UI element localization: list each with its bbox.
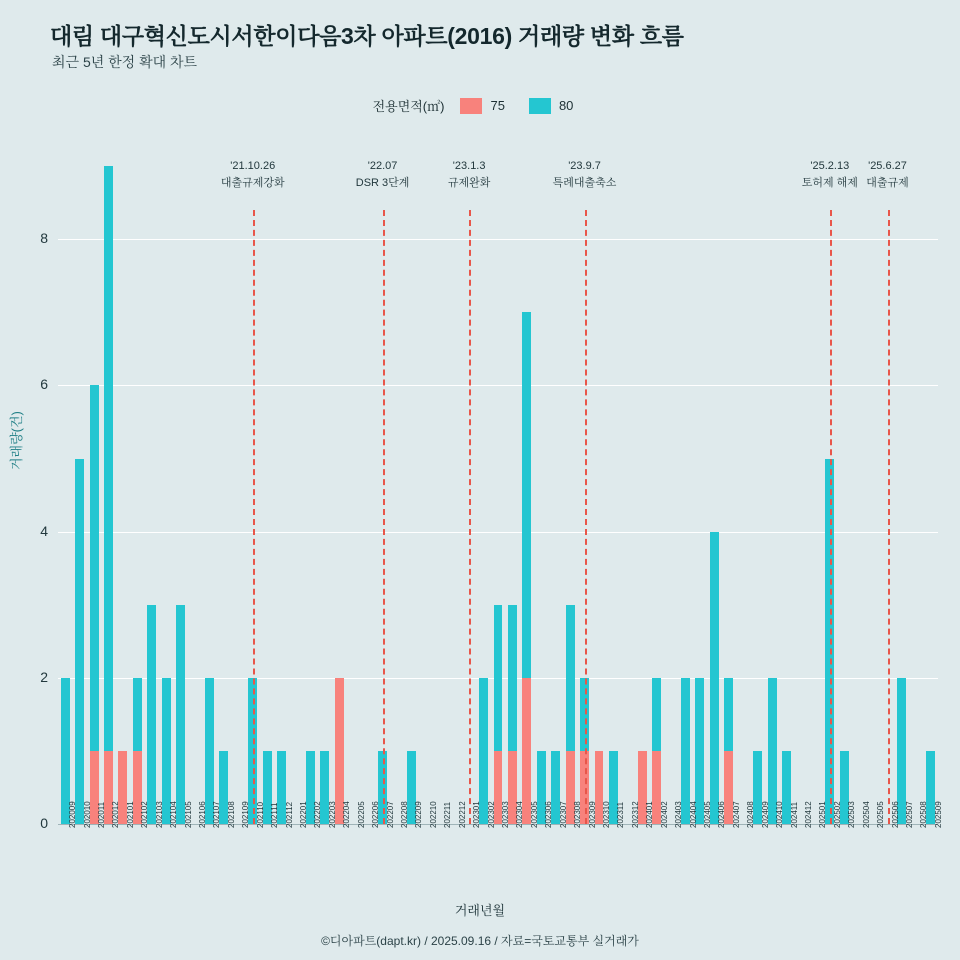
- x-tick-label: 202103: [154, 801, 164, 828]
- x-tick-label: 202503: [847, 801, 857, 828]
- page-subtitle: 최근 5년 한정 확대 차트: [52, 54, 198, 70]
- x-tick-label: 202210: [428, 801, 438, 828]
- x-tick-label: 202309: [587, 801, 597, 828]
- bar-202105-80[interactable]: [176, 605, 185, 824]
- x-tick-label: 202107: [212, 801, 222, 828]
- x-tick-label: 202506: [890, 801, 900, 828]
- event-date: '23.1.3: [452, 160, 486, 172]
- x-tick-label: 202211: [443, 801, 453, 828]
- x-tick-label: 202302: [486, 801, 496, 828]
- event-date: '25.2.13: [810, 160, 850, 172]
- x-tick-label: 202009: [68, 801, 78, 828]
- event-name: DSR 3단계: [355, 177, 410, 189]
- x-tick-label: 202011: [97, 801, 107, 828]
- event-label-202301: [409, 158, 529, 192]
- x-tick-label: 202501: [818, 801, 828, 828]
- x-tick-label: 202411: [789, 801, 799, 828]
- bar-202303-80[interactable]: [494, 605, 503, 751]
- event-line-202110: [253, 210, 255, 824]
- bar-202103-80[interactable]: [147, 605, 156, 824]
- x-tick-label: 202203: [327, 801, 337, 828]
- x-tick-label: 202304: [515, 801, 525, 828]
- bar-202010-80[interactable]: [75, 459, 84, 824]
- event-date: '25.6.27: [868, 160, 907, 172]
- x-tick-label: 202306: [544, 801, 554, 828]
- event-date: '23.9.7: [568, 160, 601, 172]
- x-tick-label: 202201: [299, 801, 309, 828]
- event-name: 대출규제: [866, 177, 909, 189]
- x-tick-label: 202208: [400, 801, 410, 828]
- event-line-202309: [585, 210, 587, 824]
- event-line-202207: [383, 210, 385, 824]
- x-tick-label: 202104: [169, 801, 179, 828]
- chart-legend: [0, 96, 960, 115]
- x-tick-label: 202502: [832, 801, 842, 828]
- x-tick-label: 202202: [313, 801, 323, 828]
- x-tick-label: 202108: [226, 801, 236, 828]
- y-tick-label: 6: [40, 376, 48, 393]
- y-tick-label: 4: [40, 522, 48, 539]
- event-name: 토허제 해제: [801, 177, 858, 189]
- legend-title: 전용면적(㎡): [372, 99, 445, 114]
- page-title: 대림 대구혁신도시서한이다음3차 아파트(2016) 거래량 변화 흐름: [50, 23, 684, 49]
- x-tick-label: 202206: [371, 801, 381, 828]
- bar-202102-80[interactable]: [133, 678, 142, 751]
- x-tick-label: 202504: [861, 801, 871, 828]
- event-name: 특례대출축소: [552, 177, 617, 189]
- x-tick-label: 202012: [111, 801, 121, 828]
- bar-202304-80[interactable]: [508, 605, 517, 751]
- event-name: 규제완화: [447, 177, 491, 189]
- x-tick-label: 202310: [601, 801, 611, 828]
- x-tick-label: 202311: [616, 801, 626, 828]
- bar-202012-80[interactable]: [104, 166, 113, 751]
- x-tick-label: 202106: [198, 801, 208, 828]
- x-tick-label: 202406: [717, 801, 727, 828]
- x-tick-label: 202312: [630, 801, 640, 828]
- gridline: [58, 385, 938, 386]
- event-name: 대출규제강화: [220, 177, 285, 189]
- bar-202011-80[interactable]: [90, 385, 99, 750]
- event-date: '22.07: [367, 160, 398, 172]
- x-tick-label: 202405: [702, 801, 712, 828]
- x-tick-label: 202102: [140, 801, 150, 828]
- gridline: [58, 532, 938, 533]
- gridline: [58, 239, 938, 240]
- event-line-202506: [888, 210, 890, 824]
- x-tick-label: 202101: [125, 801, 135, 828]
- x-tick-label: 202409: [760, 801, 770, 828]
- legend-item-80[interactable]: [529, 98, 573, 114]
- x-tick-label: 202408: [746, 801, 756, 828]
- x-tick-label: 202403: [674, 801, 684, 828]
- bar-202402-80[interactable]: [652, 678, 661, 751]
- y-axis-label: 거래량(건): [9, 411, 24, 470]
- x-axis-label: 거래년월: [454, 903, 506, 918]
- legend-label-75: 75: [490, 98, 505, 113]
- x-tick-label: 202111: [270, 802, 280, 828]
- x-tick-label: 202010: [82, 801, 92, 828]
- bar-202308-80[interactable]: [566, 605, 575, 751]
- x-tick-label: 202402: [659, 801, 669, 828]
- x-tick-label: 202404: [688, 801, 698, 828]
- legend-item-75[interactable]: [460, 98, 504, 114]
- event-label-202110: [193, 158, 313, 192]
- x-tick-label: 202105: [183, 801, 193, 828]
- x-tick-label: 202508: [919, 801, 929, 828]
- footer-credit: ©디아파트(dapt.kr) / 2025.09.16 / 자료=국토교통부 실거래가: [321, 934, 639, 948]
- event-line-202301: [469, 210, 471, 824]
- x-tick-label: 202505: [876, 801, 886, 828]
- x-tick-label: 202509: [933, 801, 943, 828]
- x-tick-label: 202308: [573, 801, 583, 828]
- x-tick-layer: [58, 801, 943, 946]
- x-tick-label: 202401: [645, 801, 655, 828]
- legend-swatch-80: [529, 98, 551, 114]
- x-tick-label: 202507: [904, 801, 914, 828]
- legend-label-80: 80: [558, 98, 574, 113]
- bar-202305-80[interactable]: [522, 312, 531, 677]
- bar-202407-80[interactable]: [724, 678, 733, 751]
- x-tick-label: 202407: [731, 801, 741, 828]
- event-label-202506: [828, 158, 948, 192]
- x-tick-label: 202110: [255, 801, 265, 828]
- x-tick-label: 202410: [775, 801, 785, 828]
- x-tick-label: 202212: [457, 801, 467, 828]
- x-tick-label: 202205: [356, 801, 366, 828]
- y-tick-label: 2: [40, 668, 48, 685]
- x-tick-label: 202412: [803, 801, 813, 828]
- y-tick-label: 0: [40, 815, 48, 831]
- bar-202406-80[interactable]: [710, 532, 719, 824]
- plot-area: [58, 210, 943, 828]
- x-tick-label: 202204: [342, 801, 352, 828]
- x-tick-label: 202303: [501, 801, 510, 828]
- x-tick-label: 202301: [472, 801, 482, 828]
- legend-swatch-75: [460, 98, 482, 114]
- x-tick-label: 202112: [284, 801, 294, 828]
- x-tick-label: 202109: [241, 801, 251, 828]
- x-tick-label: 202305: [529, 801, 539, 828]
- x-tick-label: 202207: [385, 801, 395, 828]
- x-tick-label: 202209: [414, 801, 424, 828]
- event-line-202502: [830, 210, 832, 824]
- y-tick-label: 8: [40, 230, 48, 247]
- event-label-202309: [525, 158, 645, 192]
- x-tick-label: 202307: [558, 801, 568, 828]
- event-date: '21.10.26: [230, 160, 276, 172]
